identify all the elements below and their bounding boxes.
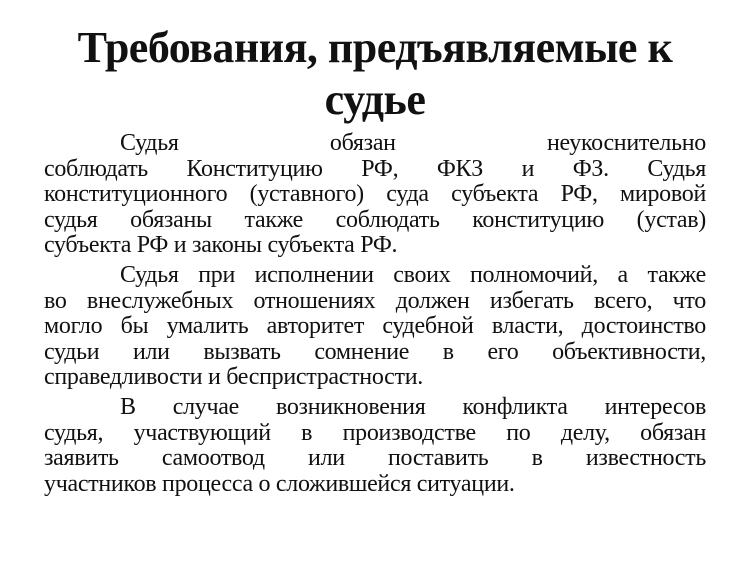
text-line: заявить самоотвод или поставить в известность bbox=[44, 445, 706, 471]
text-line: конституционного (уставного) суда субъекта РФ, мировой bbox=[44, 181, 706, 207]
text-line: справедливости и беспристрастности. bbox=[44, 364, 423, 390]
paragraph-3 bbox=[44, 395, 706, 497]
text-line: могло бы умалить авторитет судебной власти, достоинство bbox=[44, 313, 706, 339]
paragraph-1 bbox=[44, 131, 706, 259]
text-line: субъекта РФ и законы субъекта РФ. bbox=[44, 232, 398, 258]
title-line: судье bbox=[324, 75, 426, 124]
text-line: судьи или вызвать сомнение в его объективности, bbox=[44, 338, 706, 365]
text-line: судья обязаны также соблюдать конституцию (устав) bbox=[44, 206, 706, 233]
text-line: Судья при исполнении своих полномочий, а также bbox=[120, 262, 706, 288]
text-line: участников процесса о сложившейся ситуации. bbox=[44, 470, 515, 497]
slide-body bbox=[44, 131, 706, 502]
text-line: соблюдать Конституцию РФ, ФКЗ и ФЗ. Судья bbox=[44, 155, 706, 182]
paragraph-2 bbox=[44, 263, 706, 391]
text-line: во внеслужебных отношениях должен избегать всего, что bbox=[44, 287, 706, 314]
title-line: Требования, предъявляемые к bbox=[77, 23, 673, 72]
text-line: Судья обязан неукоснительно bbox=[120, 130, 706, 156]
slide-title bbox=[0, 22, 750, 126]
text-line: судья, участвующий в производстве по делу, обязан bbox=[44, 419, 706, 446]
text-line: В случае возникновения конфликта интересов bbox=[120, 394, 706, 420]
